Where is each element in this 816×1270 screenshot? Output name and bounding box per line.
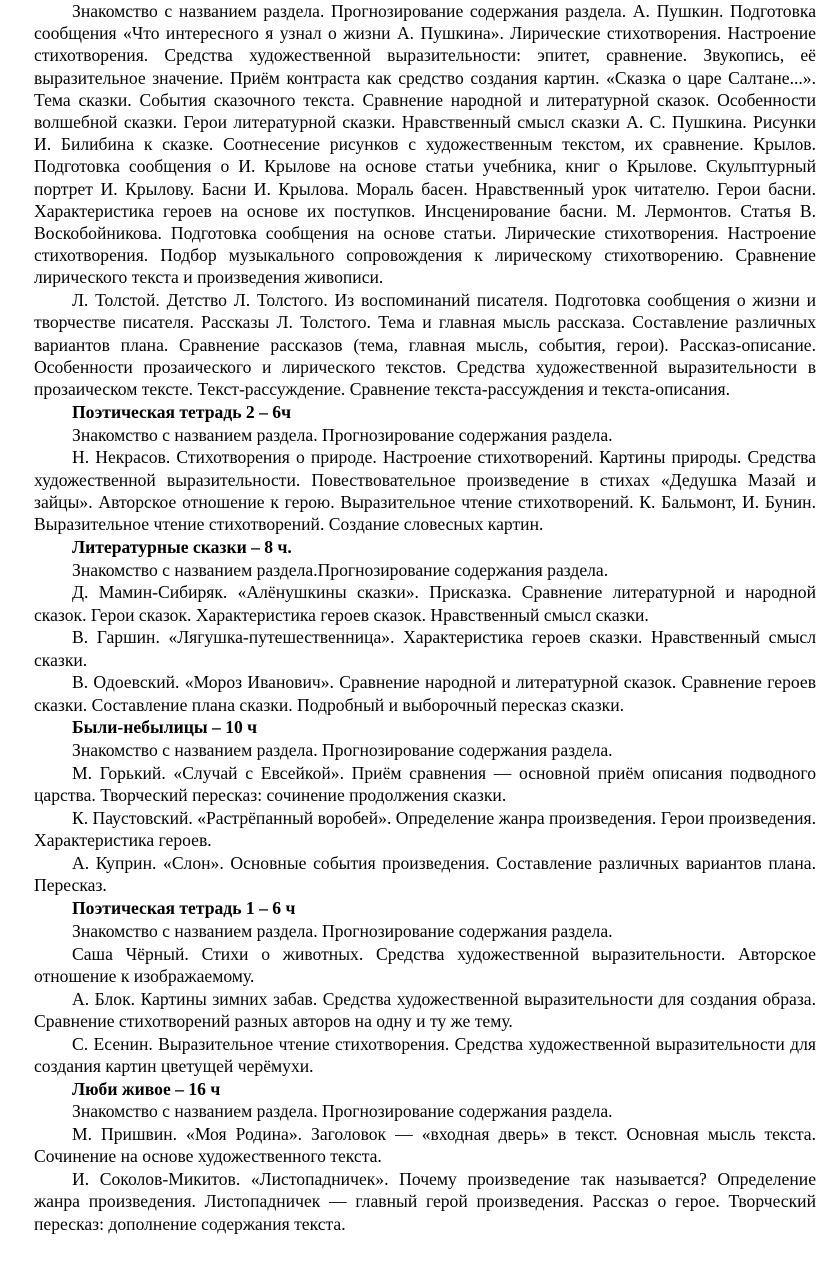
paragraph-pushkin-krylov-lermontov: Знакомство с названием раздела. Прогнозирование содержания раздела. А. Пушкин. Подготовка сообщения «Что интересного я узнал о жизни А. Пушкина». Лирические стихотворения. Настроение стихотворения. Средства художественной выразительности: эпитет, сравнение. Звукопись, её выразительное значение. Приём контраста как средство создания картин. «Сказка о царе Салтане...». Тема сказки. События сказочного текста. Сравнение народной и литературной сказок. Особенности волшебной сказки. Герои литературной сказки. Нравственный смысл сказки А. С. Пушкина. Рисунки И. Билибина к сказке. Соотнесение рисунков с художественным текстом, их сравнение. Крылов. Подготовка сообщения о И. Крылове на основе статьи учебника, книг о Крылове. Скульптурный портрет И. Крылову. Басни И. Крылова. Мораль басен. Нравственный урок читателю. Герои басни. Характеристика героев на основе их поступков. Инсценирование басни. М. Лермонтов. Статья В. Воскобойникова. Подготовка сообщения на основе статьи. Лирические стихотворения. Настроение стихотворения. Подбор музыкального сопровождения к лирическому стихотворению. Сравнение лирического текста и произведения живописи. xyxy=(34,1,816,288)
paragraph-tolstoy: Л. Толстой. Детство Л. Толстого. Из воспоминаний писателя. Подготовка сообщения о жизни и творчестве писателя. Рассказы Л. Толстого. Тема и главная мысль рассказа. Составление различных вариантов плана. Сравнение рассказов (тема, главная мысль, события, герои). Рассказ-описание. Особенности прозаического и лирического текстов. Средства художественной выразительности в прозаическом тексте. Текст-рассуждение. Сравнение текста-рассуждения и текста-описания. xyxy=(34,290,816,400)
paragraph-sasha-chorny: Саша Чёрный. Стихи о животных. Средства художественной выразительности. Авторское отношение к изображаемому. xyxy=(34,943,816,986)
paragraph-section-intro: Знакомство с названием раздела. Прогнозирование содержания раздела. xyxy=(72,740,613,761)
paragraph-paustovsky: К. Паустовский. «Растрёпанный воробей». Определение жанра произведения. Герои произведения. Характеристика героев. xyxy=(34,808,816,851)
section-heading-literary-tales: Литературные сказки – 8 ч. xyxy=(72,536,292,557)
paragraph-esenin: С. Есенин. Выразительное чтение стихотворения. Средства художественной выразительности для создания картин цветущей черёмухи. xyxy=(34,1033,816,1076)
section-heading-poetic-notebook-2: Поэтическая тетрадь 2 – 6ч xyxy=(72,401,292,422)
paragraph-section-intro: Знакомство с названием раздела. Прогнозирование содержания раздела. xyxy=(72,1101,613,1122)
section-heading-byli-nebylitsy: Были-небылицы – 10 ч xyxy=(72,717,258,738)
section-heading-poetic-notebook-1: Поэтическая тетрадь 1 – 6 ч xyxy=(72,898,296,919)
paragraph-section-intro: Знакомство с названием раздела. Прогнозирование содержания раздела. xyxy=(72,920,613,941)
paragraph-garshin: В. Гаршин. «Лягушка-путешественница». Характеристика героев сказки. Нравственный смысл сказки. xyxy=(34,627,816,670)
paragraph-section-intro: Знакомство с названием раздела.Прогнозирование содержания раздела. xyxy=(72,559,609,580)
document-body xyxy=(34,0,816,1235)
paragraph-sokolov-mikitov: И. Соколов-Микитов. «Листопадничек». Почему произведение так называется? Определение жанра произведения. Листопадничек — главный герой произведения. Рассказ о герое. Творческий пересказ: дополнение содержания текста. xyxy=(34,1169,816,1234)
paragraph-mamin-sibiryak: Д. Мамин-Сибиряк. «Алёнушкины сказки». Присказка. Сравнение литературной и народной сказок. Герои сказок. Характеристика героев сказок. Нравственный смысл сказки. xyxy=(34,582,816,625)
paragraph-kuprin: А. Куприн. «Слон». Основные события произведения. Составление различных вариантов плана. Пересказ. xyxy=(34,853,816,896)
paragraph-blok: А. Блок. Картины зимних забав. Средства художественной выразительности для создания образа. Сравнение стихотворений разных авторов на одну и ту же тему. xyxy=(34,988,816,1031)
paragraph-gorky: М. Горький. «Случай с Евсейкой». Приём сравнения — основной приём описания подводного царства. Творческий пересказ: сочинение продолжения сказки. xyxy=(34,763,816,806)
section-heading-lyubi-zhivoe: Люби живое – 16 ч xyxy=(72,1078,221,1099)
paragraph-nekrasov: Н. Некрасов. Стихотворения о природе. Настроение стихотворений. Картины природы. Средства художественной выразительности. Повествовательное произведение в стихах «Дедушка Мазай и зайцы». Авторское отношение к герою. Выразительное чтение стихотворений. К. Бальмонт, И. Бунин. Выразительное чтение стихотворений. Создание словесных картин. xyxy=(34,447,816,535)
paragraph-prishvin: М. Пришвин. «Моя Родина». Заголовок — «входная дверь» в текст. Основная мысль текста. Сочинение на основе художественного текста. xyxy=(34,1124,816,1167)
paragraph-section-intro: Знакомство с названием раздела. Прогнозирование содержания раздела. xyxy=(72,424,613,445)
paragraph-odoevsky: В. Одоевский. «Мороз Иванович». Сравнение народной и литературной сказок. Сравнение героев сказки. Составление плана сказки. Подробный и выборочный пересказ сказки. xyxy=(34,672,816,715)
